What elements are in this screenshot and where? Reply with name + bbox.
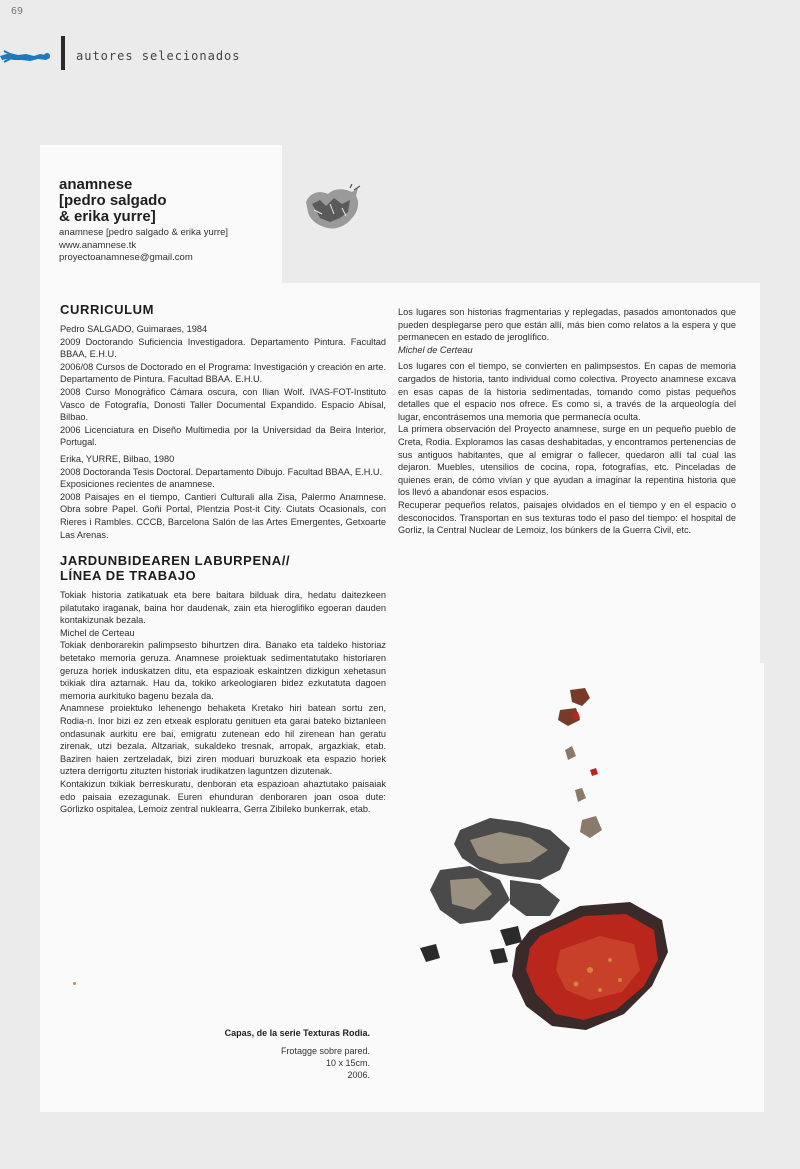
paragraph: Kontakizun txikiak berreskuratu, denboran eta espazioan ahaztutako paisaiak edo paisaia ezezagunak. Euren ehunduran denboraren joan osoa dute: Gorlizko ospitalea, Lemoiz zentral nuklearra, Gerra Zibileko bunkerrak, etab.: [60, 779, 386, 815]
spanish-text: [398, 306, 736, 537]
quote-author: Michel de Certeau: [398, 344, 473, 355]
caption-line: Frotagge sobre pared.: [280, 1046, 370, 1056]
paragraph: Tokiak historia zatikatuak eta bere baitara bilduak dira, hedatu daitezkeen pilatutako iraganak, baina hor daudenak, zain eta hieroglifiko egoeran dauden kontakizunak bezala.: [60, 590, 386, 626]
list-item: 2009 Doctorando Suficiencia Investigadora. Departamento Pintura. Facultad BBAA, E.H.U.: [60, 336, 386, 360]
artwork-thumbnail: [300, 184, 364, 234]
paragraph: Los lugares son historias fragmentarias y replegadas, pasados amontonados que pueden desplegarse pero que están allí, más bien como relatos a la espera y que permanecen en estado de jeroglífico.: [398, 307, 736, 343]
paragraph: Los lugares con el tiempo, se convierten en palimpsestos. En capas de memoria cargados de historia, tanto individual como colectiva. Proyecto anamnese excava en esas capas de la historia sedimentadas, tomando como pistas pequeños detalles que el espacio nos ofrece. Es como si, a través de la arqueología del lugar, encontrásemos una memoria que permanecía oculta.: [398, 361, 736, 422]
list-item: Pedro SALGADO, Guimaraes, 1984: [60, 324, 208, 334]
curriculum-heading: CURRICULUM: [60, 302, 155, 317]
author-name: anamnese [pedro salgado & erika yurre]: [59, 176, 167, 225]
caption-line: 10 x 15cm.: [325, 1058, 370, 1068]
list-item: 2006/08 Cursos de Doctorado en el Programa: Investigación y creación en arte. Departamento de Pintura. Facultad BBAA. E.H.U.: [60, 361, 386, 385]
section-title: autores selecionados: [76, 49, 241, 63]
list-item: 2006 Licenciatura en Diseño Multimedia por la Universidad da Beira Interior, Portugal.: [60, 424, 386, 448]
author-website: www.anamnese.tk: [59, 239, 137, 251]
quote-author: Michel de Certeau: [60, 627, 135, 638]
author-credit: anamnese [pedro salgado & erika yurre]: [59, 227, 228, 238]
author-meta: [59, 227, 289, 265]
left-column: [60, 302, 386, 816]
basque-text: [60, 589, 386, 816]
paragraph: La primera observación del Proyecto anamnese, surge en un pequeño pueblo de Creta, Rodia. Exploramos las casas deshabitadas, y encontramos pertenencias de sus antiguos habitantes, que al emigrar o fallecer, quedaron allí tal cual las dejaron. Muebles, utensilios de cocina, ropa, fotografías, etc. Pinceladas de quienes eran, de cómo vivían y que ayudan a imaginar la repentina historia que los llevó a abandonar esos espacios.: [398, 424, 736, 498]
right-column: [398, 306, 736, 537]
linea-heading: JARDUNBIDEAREN LABURPENA// LÍNEA DE TRABAJO: [60, 553, 291, 584]
caption-title: Capas, de la serie Texturas Rodia.: [224, 1028, 370, 1038]
diver-icon: [0, 48, 52, 66]
header-divider: [61, 36, 65, 70]
list-item: 2008 Doctoranda Tesis Doctoral. Departamento Dibujo. Facultad BBAA, E.H.U.: [60, 466, 383, 477]
list-item: Erika, YURRE, Bilbao, 1980: [60, 453, 175, 464]
list-item: 2008 Curso Monográfico Cámara oscura, con Ilian Wolf. IVAS-FOT-Instituto Vasco de Fotografía, Donosti Taller Documental Expandido. Espacio Abisal, Bilbao.: [60, 386, 386, 423]
author-block: [59, 177, 289, 265]
image-caption: [110, 1027, 370, 1081]
paragraph: Tokiak denborarekin palimpsesto bihurtzen dira. Banako eta taldeko historiaz betetako memoria geruza. Anamnese proiektuak sedimentatutako historiaren geruza horiek induskatzen ditu, eta espazioak eskaintzen dizkigun xehetasun txikiak dira aztarnak. Hau da, tokiko arkeologiaren bidez ezkutatuta dagoen memoria aurkituko bagenu bezala da.: [60, 640, 386, 701]
author-email: proyectoanamnese@gmail.com: [59, 252, 193, 264]
list-item: Exposiciones recientes de anamnese.: [60, 479, 215, 490]
list-item: 2008 Paisajes en el tiempo, Cantieri Culturali alla Zisa, Palermo Anamnese. Obra sobre Papel. Goñi Portal, Plentzia Post-it City. Ciutats Ocasionals, con Rieres i Rambles. CCCB, Barcelona Salón de las Artes Emergentes, Getxoarte Las Arenas.: [60, 491, 386, 540]
page-number: 69: [11, 6, 24, 17]
paragraph: Anamnese proiektuko lehenengo behaketa Kretako hiri batean sortu zen, Rodia-n. Inor bizi ez zen etxeak esploratu genituen eta garai bateko biztanleen ondasunak aurkitu ere bai, emigratu zutenean edo hil zirenean han geratu zirenak, utzi bezala. Altzariak, sukaldeko tresnak, arropak, argazkiak, etab. Baziren haien zertzeladak, bizi ziren moduari buruzkoak eta espazio horiek uztera derrigortu zituzten historiak irudikatzen laguntzen dizutenak.: [60, 703, 386, 777]
curriculum-list: [60, 323, 386, 541]
artwork-image: [400, 680, 700, 1060]
section-header: [0, 36, 400, 72]
caption-line: 2006.: [347, 1070, 370, 1080]
paragraph: Recuperar pequeños relatos, paisajes olvidados en el tiempo y en el espacio o desconocidos. Transportan en sus texturas todo el paso del tiempo: el hospital de Gorliz, la Central Nuclear de Lemoiz, los búnkers de la Guerra Civil, etc.: [398, 499, 736, 536]
